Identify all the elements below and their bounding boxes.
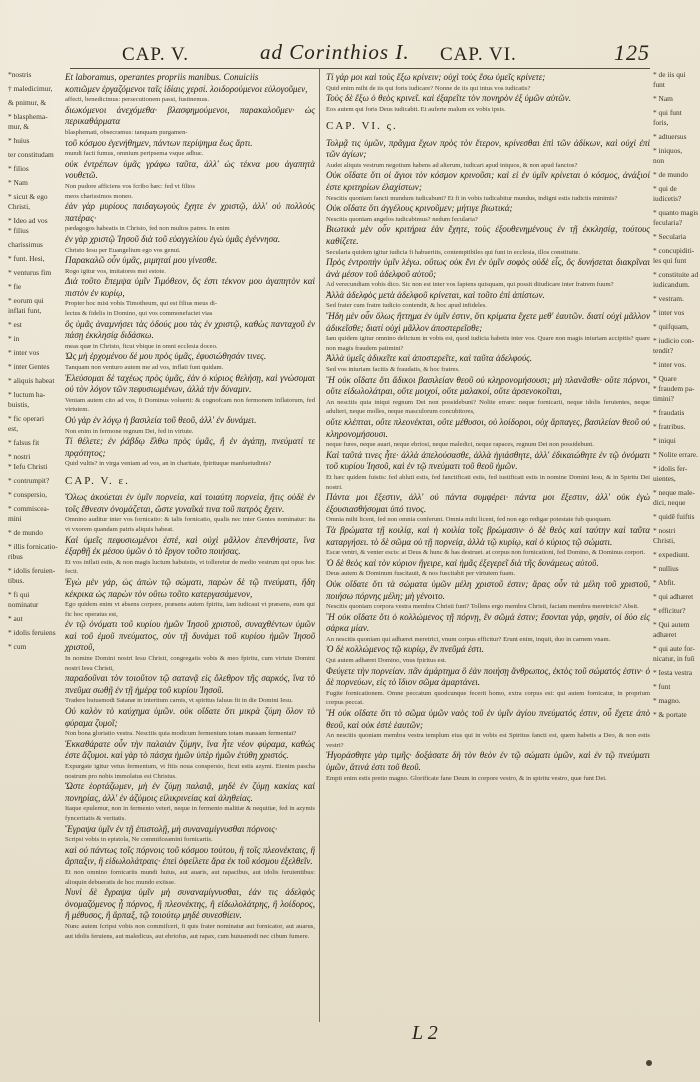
latin-interlinear-line: Omnino auditur inter vos fornicatio: & talis fornicatio, qualis nec inter Gentes nominatur: ita vt vxorem quandam patris aliquis habeat. [65,516,315,533]
margin-note: * commiscea- mini [8,504,50,523]
margin-note: † maledicimur, [8,84,53,93]
greek-text-line: Ἠγοράσθητε γὰρ τιμῆς· δοξάσατε δὴ τὸν θεὸν ἐν τῷ σώματι ὑμῶν, καὶ ἐν τῷ πνεύματι ὑμῶν, ἅτινά ἐστι τοῦ θεοῦ. [326,750,650,773]
latin-interlinear-line: Nescitis quoniam angelos iudicabimus? nedum fecularia? [326,215,478,223]
greek-text-line: Ἤδη μὲν οὖν ὅλως ἥττημα ἐν ὑμῖν ἐστιν, ὅτι κρίματα ἔχετε μεθ' ἑαυτῶν. διατί οὐχὶ μᾶλλον ἀδικεῖσθε; διατί οὐχὶ μᾶλλον ἀποστερεῖσθε; [326,311,650,333]
latin-interlinear-line: Quid enim mihi de iis qui foris iudicare? Nonne de iis qui intus vos iudicatis? [326,84,531,92]
latin-interlinear-line: pædagogos habeatis in Christo, fed non multos patres. In enim [65,225,230,233]
margin-note: * magno. [653,696,681,705]
latin-interlinear-line: Fugite fornicationem. Omne peccatum quodcunque fecerit homo, extra corpus est: qui autem fornicatur, in proprium corpus peccat. [326,689,650,707]
latin-interlinear-line: Expurgate igitur vetus fermentum, vt fitis noua conspersio, ficut estis azymi. Etenim pascha nostrum pro nobis immolatus est Christus. [65,763,315,780]
latin-interlinear-line: An nescitis quoniam qui adhæret meretrici, vnum corpus efficitur? Erunt enim, inquit, duo in carnem vnam. [326,635,611,643]
latin-interlinear-line: An nescitis quia iniqui regnum Dei non possidebunt? Nolite errare: neque fornicarii, neque idolis feruientes, neque adulteri, neque molles, neque masculorum concubitores, [326,398,650,416]
margin-note: * quidē fuiftis [653,512,695,521]
margin-note: * fic operari est, [8,414,45,433]
margin-note: * fratribus. [653,422,686,431]
latin-interlinear-line: Audet aliquis vestrum negotium habens ad alterum, iudicari apud iniquos, & non apud fanctos? [326,161,578,169]
greek-text-line: Ὅλως ἀκούεται ἐν ὑμῖν πορνεία, καὶ τοιαύτη πορνεία, ἥτις οὐδὲ ἐν τοῖς ἔθνεσιν ὀνομάζεται, ὥστε γυναῖκά τινα τοῦ πατρὸς ἔχειν. [65,492,315,514]
latin-interlinear-line: Nescitis quoniam fancti mundum iudicabunt? Et fi in vobis iudicabitur mundus, indigni estis iudiciis minimis? [326,194,618,202]
latin-interlinear-line: meas quæ in Christo, ficut vbique in omni ecclesia doceo. [65,342,218,350]
margin-note: * & portate [653,710,687,719]
margin-note: * nostri Christi, [653,526,676,545]
left-text-column [65,72,315,941]
greek-text-line: Διὰ τοῦτο ἔπεμψα ὑμῖν Τιμόθεον, ὅς ἐστι τέκνον μου ἀγαπητὸν καὶ πιστὸν ἐν κυρίῳ, [65,276,315,298]
margin-note: * iudicio con- tendit? [653,336,695,355]
greek-text-line: ἐν γὰρ χριστῷ Ἰησοῦ διὰ τοῦ εὐαγγελίου ἐγὼ ὑμᾶς ἐγέννησα. [65,233,281,244]
margin-note: * inter Gentes [8,362,50,371]
greek-text-line: Οὐ γὰρ ἐν λόγῳ ἡ βασιλεία τοῦ θεοῦ, ἀλλ' ἐν δυνάμει. [65,415,257,425]
margin-note: * efficitur? [653,606,686,615]
running-head [60,40,650,70]
greek-text-line: οὐκ ἐντρέπων ὑμᾶς γράφω ταῦτα, ἀλλ' ὡς τέκνα μου ἀγαπητὰ νουθετῶ. [65,158,315,181]
greek-text-line: Καὶ ταῦτά τινες ἦτε· ἀλλὰ ἀπελούσασθε, ἀλλὰ ἡγιάσθητε, ἀλλ' ἐδικαιώθητε ἐν τῷ ὀνόματι τοῦ κυρίου Ἰησοῦ, καὶ ἐν τῷ πνεύματι τοῦ θεοῦ ἡμῶν. [326,449,650,472]
margin-note: * fie [8,282,22,291]
greek-text-line: Ἐγὼ μὲν γάρ, ὡς ἀπὼν τῷ σώματι, παρὼν δὲ τῷ πνεύματι, ἤδη κέκρικα ὡς παρὼν τὸν οὕτω τοῦτο κατεργασάμενον, [65,576,315,599]
margin-note: * blasphema- mur, & [8,112,48,131]
latin-interlinear-line: Scripsi vobis in epistola, Ne commifceamini fornicariis. [65,836,213,844]
latin-interlinear-line: Itaque epulemur, non in fermento veteri, neque in fermento malitiæ & nequitiæ, fed in azymis fynceritatis & veritatis. [65,805,315,822]
latin-interlinear-line: Christo Iesu per Euangelium ego vos genui. [65,246,181,254]
greek-text-line: Ἢ οὐκ οἴδατε ὅτι ὁ κολλώμενος τῇ πόρνῃ, ἓν σῶμά ἐστιν; ἔσονται γάρ, φησίν, οἱ δύο εἰς σάρκα μίαν. [326,611,650,634]
margin-note: * fi qui nominatur [8,590,39,609]
latin-interlinear-line: Secularia quidem igitur iudicia fi habueritis, contemptibiles qui funt in ecclesia, illos constituite. [326,248,580,256]
greek-text-line: Ὥστε ἑορτάζωμεν, μὴ ἐν ζύμῃ παλαιᾷ, μηδὲ ἐν ζύμῃ κακίας καὶ πονηρίας, ἀλλ' ἐν ἀζύμοις εἰλικρινείας καὶ ἀληθείας. [65,781,315,803]
margin-note: * falsus fit [8,438,40,447]
latin-interlinear-line: Eos autem qui foris Deus iudicabit. Et auferte malum ex vobis ipsis. [326,105,506,113]
margin-note: * Secularia [653,232,687,241]
margin-note: * vestram. [653,294,684,303]
margin-note: * huius [8,136,30,145]
greek-text-line: Τοὺς δὲ ἔξω ὁ θεὸς κρινεῖ. καὶ ἐξαρεῖτε τὸν πονηρὸν ἐξ ὑμῶν αὐτῶν. [326,93,572,104]
latin-interlinear-line: Ad verecundiam vobis dico. Sic non est inter vos fapiens quisquam, qui possit diiudicare inter fratrem fuum? [326,281,614,289]
greek-text-line: Ἀλλὰ ὑμεῖς ἀδικεῖτε καὶ ἀποστερεῖτε, καὶ ταῦτα ἀδελφούς. [326,353,533,364]
header-rule [70,68,650,69]
greek-text-line: Ἢ οὐκ οἴδατε ὅτι ἄδικοι βασιλείαν θεοῦ οὐ κληρονομήσουσι; μὴ πλανᾶσθε· οὔτε πόρνοι, οὔτε εἰδωλολάτραι, οὔτε μοιχοί, οὔτε μαλακοί, οὔτε ἀρσενοκοῖται, [326,374,650,397]
margin-note: * qui funt foris, [653,108,682,127]
greek-text-line: Et laboramus, operantes propriis manibus. Conuiciis [65,72,259,82]
latin-interlinear-line: Nescitis quoniam corpora vestra membra Christi funt? Tollens ergo membra Christi, faciam membra meretricis? Absit. [326,603,639,611]
latin-interlinear-line: Rogo igitur vos, imitatores mei estote. [65,267,166,275]
greek-text-line: Ὡς μὴ ἐρχομένου δέ μου πρὸς ὑμᾶς, ἐφυσιώθησάν τινες. [65,351,267,362]
greek-text-line: Νυνὶ δὲ ἔγραψα ὑμῖν μὴ συναναμίγνυσθαι, ἐάν τις ἀδελφὸς ὀνομαζόμενος ᾖ πόρνος, ἢ πλεονέκτης, ἢ εἰδωλολάτρης, ἢ λοίδορος, ἢ μέθυσος, ἢ ἅρπαξ, τῷ τοιούτῳ μηδὲ συνεσθίειν. [65,887,315,921]
latin-interlinear-line: Et non omnino fornicariis mundi huius, aut auaris, aut rapacibus, aut idolis feruientibus: alioquin debueratis de hoc mundo exiisse. [65,868,315,886]
margin-note: * adtuersus [653,132,687,141]
latin-interlinear-line: An nescitis quoniam membra vestra templum eius qui in vobis est Spiritus fancti est, quem habetis a Deo, & non estis vestri? [326,732,650,749]
latin-interlinear-line: Et vos inflati estis, & non magis luctum habuistis, vt tolleretur de medio vestrum qui opus hoc fecit. [65,558,315,576]
greek-text-line: Οὐκ οἴδατε ὅτι τὰ σώματα ὑμῶν μέλη χριστοῦ ἐστιν; ἄρας οὖν τὰ μέλη τοῦ χριστοῦ, ποιήσω πόρνης μέλη; μὴ γένοιτο. [326,578,650,601]
margin-note: * concupiditi- les qui funt [653,246,695,265]
margin-note: *nostris [8,70,32,79]
latin-interlinear-line: Qui autem adhæret Domino, vnus fpiritus est. [326,657,447,665]
chapter-label-left: CAP. V. [122,44,190,65]
margin-note: * est [8,320,22,329]
greek-text-line: διωκόμενοι ἀνεχόμεθα· βλασφημούμενοι, παρακαλοῦμεν· ὡς περικαθάρματα [65,104,315,127]
greek-text-line: Ὁ δὲ θεὸς καὶ τὸν κύριον ἤγειρε, καὶ ἡμᾶς ἐξεγερεῖ διὰ τῆς δυνάμεως αὐτοῦ. [326,557,599,568]
greek-text-line: Ἀλλὰ ἀδελφὸς μετὰ ἀδελφοῦ κρίνεται, καὶ τοῦτο ἐπὶ ἀπίστων. [326,289,545,300]
signature-mark: L 2 [412,1022,438,1044]
greek-text-line: Παρακαλῶ οὖν ὑμᾶς, μιμηταί μου γίνεσθε. [65,255,218,266]
right-text-column [326,72,650,783]
margin-note: & pnimur, & [8,98,47,107]
margin-note: * conspersio, [8,490,47,499]
greek-text-line: παραδοῦναι τὸν τοιοῦτον τῷ σατανᾷ εἰς ὄλεθρον τῆς σαρκός, ἵνα τὸ πνεῦμα σωθῇ ἐν τῇ ἡμέρᾳ τοῦ κυρίου Ἰησοῦ. [65,673,315,695]
greek-text-line: ὃς ὑμᾶς ἀναμνήσει τὰς ὁδούς μου τὰς ἐν χριστῷ, καθὼς πανταχοῦ ἐν πάσῃ ἐκκλησίᾳ διδάσκω. [65,318,315,341]
greek-text-line: ἐὰν γὰρ μυρίους παιδαγωγοὺς ἔχητε ἐν χριστῷ, ἀλλ' οὐ πολλοὺς πατέρας· [65,201,315,223]
latin-interlinear-line: mundi facti fumus, omnium peripsema vsque adhuc. [65,150,204,158]
ink-dot [646,1060,652,1066]
margin-note: ter constitudam [8,150,54,159]
margin-note: * qui de iudicetis? [653,184,682,203]
margin-note: * Quare * fraudem pa- timini? [653,374,695,403]
greek-text-line: Τὰ βρώματα τῇ κοιλίᾳ, καὶ ἡ κοιλία τοῖς βρώμασιν· ὁ δὲ θεὸς καὶ ταύτην καὶ ταῦτα καταργήσει. τὸ δὲ σῶμα οὐ τῇ πορνείᾳ, ἀλλὰ τῷ κυρίῳ, καὶ ὁ κύριος τῷ σώματι. [326,524,650,547]
margin-note: * eorum qui inflati funt, [8,296,44,315]
latin-interlinear-line: Et hæc quidem fuistis: fed abluti estis, fed fanctificati estis, fed iustificati estis in nomine Domini Iesu, & in Spiritu Dei nostri. [326,473,650,491]
latin-interlinear-line: Non bona gloriatio vestra. Nescitis quia modicum fermentum totam massam fermentat? [65,730,297,738]
latin-interlinear-line: lectus & fidelis in Domino, qui vos commonefaciet vias [65,310,213,318]
latin-interlinear-line: Non enim in fermone regnum Dei, fed in virtute. [65,427,194,435]
latin-interlinear-line: In nomine Domini nostri Iesu Christi, congregatis vobis & meo fpiritu, cum virtute Domini nostri Iesu Christi, [65,655,315,672]
margin-note: * iniqui [653,436,676,445]
greek-text-line: Οὐ καλὸν τὸ καύχημα ὑμῶν. οὐκ οἴδατε ὅτι μικρὰ ζύμη ὅλον τὸ φύραμα ζυμοῖ; [65,706,315,728]
margin-note: * inter vos [653,308,685,317]
margin-note: * de mundo [653,170,688,179]
latin-interlinear-line: Propter hoc misi vobis Timotheum, qui est filius meus di- [65,300,218,308]
greek-text-line: Ὁ δὲ κολλώμενος τῷ κυρίῳ, ἓν πνεῦμά ἐστι. [326,644,484,655]
margin-note: * constituite ad iudicandum. [653,270,699,289]
chapter-heading: CAP. VI. ς. [326,120,398,133]
latin-interlinear-line: blasphemati, obsecramus: tanquam purgamen- [65,128,188,136]
margin-note: * funt [653,682,671,691]
greek-text-line: Ἔγραψα ὑμῖν ἐν τῇ ἐπιστολῇ, μὴ συναναμίγνυσθαι πόρνοις· [65,823,278,834]
greek-text-line: Οὐκ οἴδατε ὅτι ἀγγέλους κρινοῦμεν; μήτιγε βιωτικά; [326,203,513,214]
margin-note: charissimus [8,240,43,249]
margin-note: * illis fornicatio- ribus [8,542,58,561]
margin-note: * fraudatis [653,408,685,417]
margin-note: * Nolite errare. [653,450,698,459]
latin-interlinear-line: Omnia mihi licent, fed non omnia conferunt. Omnia mihi licent, fed non ego redigar potestate fub quoquam. [326,516,612,524]
greek-text-line: κοπιῶμεν ἐργαζόμενοι ταῖς ἰδίαις χερσί. λοιδορούμενοι εὐλογοῦμεν, [65,83,308,94]
margin-note: * luctum ha- buistis, [8,390,46,409]
page-number: 125 [614,40,650,65]
margin-note: * funt. Hesi, [8,254,45,263]
margin-note: * nullius [653,564,679,573]
greek-text-line: τοῦ κόσμου ἐγενήθημεν, πάντων περίψημα ἕως ἄρτι. [65,137,253,148]
latin-interlinear-line: Sed frater cum fratre iudicio contendit, & hoc apud infideles. [326,302,487,310]
latin-interlinear-line: Tradere huiusmodi Satanæ in interitum carnis, vt spiritus faluus fit in die Domini Iesu. [65,697,293,705]
right-margin-notes [653,70,699,724]
margin-note: * Nam [8,178,28,187]
margin-note: * filios [8,164,29,173]
greek-text-line: Φεύγετε τὴν πορνείαν. πᾶν ἁμάρτημα ὃ ἐὰν ποιήσῃ ἄνθρωπος, ἐκτὸς τοῦ σώματός ἐστιν· ὁ δὲ πορνεύων, εἰς τὸ ἴδιον σῶμα ἁμαρτάνει. [326,665,650,688]
greek-text-line: Οὐκ οἴδατε ὅτι οἱ ἅγιοι τὸν κόσμον κρινοῦσι; καὶ εἰ ἐν ὑμῖν κρίνεται ὁ κόσμος, ἀνάξιοί ἐστε κριτηρίων ἐλαχίστων; [326,170,650,192]
margin-note: * aut [8,614,23,623]
margin-note: * quanto magis fecularia? [653,208,699,227]
book-title: ad Corinthios I. [260,40,410,64]
latin-interlinear-line: Deus autem & Dominum fuscitauit, & nos fuscitabit per virtutem fuam. [326,570,515,578]
greek-text-line: Ἐκκαθάρατε οὖν τὴν παλαιὰν ζύμην, ἵνα ἦτε νέον φύραμα, καθώς ἐστε ἄζυμοι. καὶ γὰρ τὸ πάσχα ἡμῶν ὑπὲρ ἡμῶν ἐτύθη χριστός. [65,738,315,761]
greek-text-line: Πάντα μοι ἔξεστιν, ἀλλ' οὐ πάντα συμφέρει· πάντα μοι ἔξεστιν, ἀλλ' οὐκ ἐγὼ ἐξουσιασθήσομαι ὑπό τινος. [326,492,650,514]
margin-note: * in [8,334,20,343]
greek-text-line: Πρὸς ἐντροπὴν ὑμῖν λέγω. οὕτως οὐκ ἔνι ἐν ὑμῖν σοφὸς οὐδὲ εἷς, ὃς δυνήσεται διακρῖναι ἀνὰ μέσον τοῦ ἀδελφοῦ αὐτοῦ; [326,257,650,279]
margin-note: * Ideo ad vos * filius [8,216,48,235]
margin-note: * Abfit. [653,578,676,587]
latin-interlinear-line: meos charissimos moneo. [65,192,133,200]
greek-text-line: Τολμᾷ τις ὑμῶν, πρᾶγμα ἔχων πρὸς τὸν ἕτερον, κρίνεσθαι ἐπὶ τῶν ἀδίκων, καὶ οὐχὶ ἐπὶ τῶν ἁγίων; [326,137,650,160]
margin-note: * inter vos [8,348,40,357]
greek-text-line: Ἢ οὐκ οἴδατε ὅτι τὸ σῶμα ὑμῶν ναὸς τοῦ ἐν ὑμῖν ἁγίου πνεύματός ἐστιν, οὗ ἔχετε ἀπὸ θεοῦ, καὶ οὐκ ἐστὲ ἑαυτῶν; [326,708,650,730]
latin-interlinear-line: Nunc autem fcripsi vobis non commifceri, fi quis frater nominatur aut fornicator, aut auarus, aut idolis feruiens, aut maledicus, aut ebriofus, aut rapax, cum huiusmodi nec cibum fumere. [65,922,315,940]
margin-note: * venturus fim [8,268,52,277]
chapter-label-right: CAP. VI. [440,44,517,65]
column-divider [319,68,320,1022]
greek-text-line: Τί γάρ μοι καὶ τοὺς ἔξω κρίνειν; οὐχὶ τοὺς ἔσω ὑμεῖς κρίνετε; [326,72,546,82]
margin-note: * idolis feruiens [8,628,56,637]
margin-note: * de mundo [8,528,43,537]
margin-note: * idolis fer- uientes, [653,464,688,483]
latin-interlinear-line: Sed vos iniuriam facitis & fraudatis, & hoc fratres. [326,366,460,374]
latin-interlinear-line: neque fures, neque auari, neque ebriosi, neque maledici, neque rapaces, regnum Dei non possidebunt. [326,441,594,449]
greek-text-line: οὔτε κλέπται, οὔτε πλεονέκται, οὔτε μέθυσοι, οὐ λοίδοροι, οὐχ ἅρπαγες, βασιλείαν θεοῦ οὐ κληρονομήσουσι. [326,417,650,439]
latin-interlinear-line: Tanquam non venturo autem me ad vos, inflati funt quidam. [65,364,224,372]
latin-interlinear-line: affecti, benedicimus: persecutionem passi, fustinemus. [65,96,209,104]
greek-text-line: Ἐλεύσομαι δὲ ταχέως πρὸς ὑμᾶς, ἐὰν ὁ κύριος θελήσῃ, καὶ γνώσομαι οὐ τὸν λόγον τῶν πεφυσιωμένων, ἀλλὰ τὴν δύναμιν. [65,372,315,395]
margin-note: * expediunt. [653,550,690,559]
latin-interlinear-line: Ego quidem enim vt absens corpore, præsens autem fpiritu, iam iudicaui vt præsens, eum qui fic hoc operatus est, [65,601,315,618]
left-margin-notes [8,70,60,656]
margin-note: * aliquis habeat [8,376,55,385]
margin-note: * neque male- dici, neque [653,488,695,507]
margin-note: * de iis qui funt [653,70,686,89]
margin-note: * qui aute for- nicatur, in fuū [653,644,695,663]
latin-interlinear-line: Escæ ventri, & venter escis: at Deus & hunc & has destruet. at corpus non fornicationi, fed Domino, & Dominus corpori. [326,549,646,557]
margin-note: * Nam [653,94,673,103]
margin-note: * qui adhæret [653,592,694,601]
latin-interlinear-line: Iam quidem igitur omnino delictum in vobis est, quod iudicia habetis inter vos. Quare non magis iniuriam accipitis? quare non magis fraudem patimini? [326,335,650,352]
greek-text-line: Καὶ ὑμεῖς πεφυσιωμένοι ἐστέ, καὶ οὐχὶ μᾶλλον ἐπενθήσατε, ἵνα ἐξαρθῇ ἐκ μέσου ὑμῶν ὁ τὸ ἔργον τοῦτο ποιήσας. [65,534,315,557]
latin-interlinear-line: Veniam autem cito ad vos, fi Dominus voluerit: & cognofcam non fermonem inflatorum, fed virtutem. [65,396,315,414]
latin-interlinear-line: Empti enim estis pretio magno. Glorificate fane Deum in corpore vestro, & in spiritu vestro, quæ funt Dei. [326,774,607,782]
margin-note: * nostri * Iefu Christi [8,452,48,471]
margin-note: * contrumpit? [8,476,50,485]
margin-note: * sicut & ego Christi, [8,192,48,211]
chapter-heading: CAP. V. ε. [65,474,130,487]
latin-interlinear-line: Non pudore afficiens vos fcribo hæc: fed vt filios [65,182,195,190]
margin-note: * idolis feruien- tibus. [8,566,56,585]
latin-interlinear-line: Quid vultis? in virga veniam ad vos, an in charitate, fpirituque manfuetudinis? [65,460,272,468]
greek-text-line: ἐν τῷ ὀνόματι τοῦ κυρίου ἡμῶν Ἰησοῦ χριστοῦ, συναχθέντων ὑμῶν καὶ τοῦ ἐμοῦ πνεύματος, σὺν τῇ δυνάμει τοῦ κυρίου ἡμῶν Ἰησοῦ χριστοῦ, [65,619,315,653]
greek-text-line: Βιωτικὰ μὲν οὖν κριτήρια ἐὰν ἔχητε, τοὺς ἐξουθενημένους ἐν τῇ ἐκκλησίᾳ, τούτους καθίζετε. [326,224,650,246]
margin-note: * cum [8,642,27,651]
margin-note: * quifquam, [653,322,689,331]
margin-note: * Qui autem adhæret [653,620,690,639]
greek-text-line: καὶ οὐ πάντως τοῖς πόρνοις τοῦ κόσμου τούτου, ἢ τοῖς πλεονέκταις, ἢ ἅρπαξιν, ἢ εἰδωλολάτραις· ἐπεὶ ὀφείλετε ἄρα ἐκ τοῦ κόσμου ἐξελθεῖν. [65,844,315,867]
margin-note: * inter vos. [653,360,687,369]
margin-note: * iniquos, non [653,146,683,165]
greek-text-line: Τί θέλετε; ἐν ῥάβδῳ ἔλθω πρὸς ὑμᾶς, ἢ ἐν ἀγάπῃ, πνεύματί τε πρᾳότητος; [65,436,315,458]
margin-note: * Iesta vestra [653,668,692,677]
